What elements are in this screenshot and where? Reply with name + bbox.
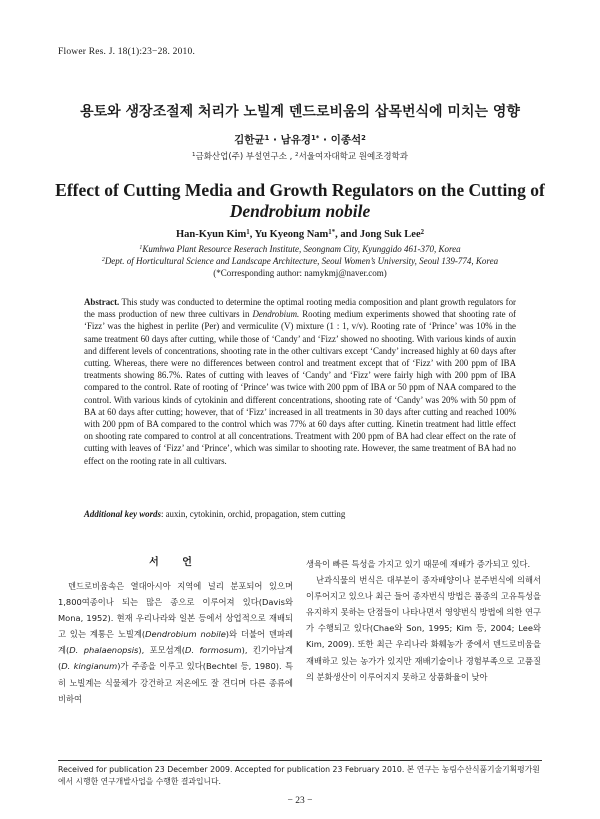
keywords [84,509,516,519]
affiliation-mark: 2 [101,257,105,264]
korean-authors [40,132,560,147]
affiliation-mark: 2 [295,152,299,159]
affiliation-line [40,243,560,255]
author-separator: · [269,134,281,146]
author-affiliation-mark: 1* [328,228,336,236]
author-name: Jong Suk Lee [359,229,421,240]
author-name: Han-Kyun Kim [175,229,247,240]
body-column-right [306,556,541,685]
affiliation-text: Dept. of Horticultural Science and Landscape Architecture, Seoul Women’s University, Seoul 139-774, Korea [104,256,499,266]
author-separator: · [319,134,331,146]
keywords-label: Additional key words [84,509,161,519]
author-affiliation-mark: 1* [311,133,320,142]
abstract [84,296,516,467]
english-title [40,180,560,222]
abstract-text: This study was conducted to determine the optimal rooting media composition and plant growth regulators for the mass production of new three cultivars in [84,297,516,320]
author-name: 김한균 [234,134,265,146]
corresponding-author: (*Corresponding author: namykmj@naver.com) [213,268,387,278]
abstract-genus: Dendrobium. [252,309,300,320]
abstract-label: Abstract. [84,297,120,307]
body-column-left [58,556,293,707]
journal-citation: Flower Res. J. 18(1):23−28. 2010. [58,47,196,57]
affiliation-text: Kumhwa Plant Resource Reserach Institute, Seongnam City, Kyunggido 461-370, Korea [142,244,461,254]
author-separator: , and [335,229,360,240]
section-heading: 서 언 [149,557,202,568]
body-text: ), 포모섬계( [138,645,185,656]
author-name: Yu Kyeong Nam [254,229,329,240]
author-affiliation-mark: 2 [361,133,366,142]
author-separator: , [249,229,255,240]
korean-title: 용토와 생장조절제 처리가 노빌계 덴드로비움의 삽목번식에 미치는 영향 [80,104,520,120]
english-title-line: Effect of Cutting Media and Growth Regulators on the Cutting of [55,180,545,200]
abstract-text: Rooting medium experiments showed that shooting rate of ‘Fizz’ was the highest in perlite (Per) and vermiculite (V) mixture (1 : 1, v/v). Rooting rate of ‘Prince’ was 10% in the same treatment 60 days after cutting, while those of ‘Candy’ and ‘Fizz’ showed no shooting. With various kinds of auxin and different levels of concentrations, shooting rate in the other cultivars except ‘Candy’ increased highly at 60 days after cutting. Whereas, there were no differences between control and treatment except that of ‘Fizz’ with 200 ppm of IBA treatments showing 86.7%. Rates of cutting with leaves of ‘Candy’ and ‘Fizz’ were fairly high with 200 ppm of IBA compared to the control. Rate of rooting of ‘Prince’ was twice with 200 ppm of IBA or 50 ppm of NAA compared to the control. With various kinds of cytokinin and different concentrations, shooting rate of ‘Candy’ was 20% with 50 ppm of BA at 60 days after cutting; however, that of ‘Fizz’ increased in all treatments in 30 days after cutting and reached 100% with 200 ppm of BA compared to the control which was 77% at 60 days after cutting. Kinetin treatment had little effect on shooting rate compared to control at all concentrations. Treatment with 200 ppm of BA had clear effect on the rate of cutting with leaves of ‘Fizz’ and ‘Prince’, which was similar to shooting rate. However, the same treatment of BA had no effect on the rooting rate in all cultivars. [84,309,516,466]
keywords-text: : auxin, cytokinin, orchid, propagation, stem cutting [160,509,346,519]
affiliation-mark: 1 [191,152,196,159]
author-affiliation-mark: 1 [246,228,250,236]
english-title-species: Dendrobium nobile [229,201,371,221]
affiliation-text: 서울여자대학교 원예조경학과 [298,152,409,162]
body-paragraph [58,578,293,707]
body-text: )와 더불어 덴파레계( [58,629,293,656]
affiliation-text: 금화산업(주) 부설연구소 , [195,152,296,162]
korean-affiliations [40,150,560,162]
species-name: D. kingianum [61,661,118,672]
publication-footnote: Received for publication 23 December 2009. Accepted for publication 23 February 2010. 본 연구는 농림수산식품기술기획평가원에서 시행한 연구개발사업을 수행한 결과입니다. [58,765,540,786]
body-text: )가 주종을 이루고 있다(Bechtel 등, 1980). 특히 노빌계는 식물체가 강건하고 저온에도 잘 견디며 다른 종류에 비하여 [58,661,293,704]
author-affiliation-mark: 2 [420,228,425,236]
english-authors [40,229,560,240]
footnote-divider [58,760,542,761]
page-number: − 23 − [287,796,313,806]
author-affiliation-mark: 1 [264,133,270,142]
body-text: 덴드로비움속은 열대아시아 지역에 널리 분포되어 있으며 1,800여종이나 되는 많은 종으로 이루어져 있다(Davis와 Mona, 1952). 현재 우리나라와 일본 등에서 상업적으로 재배되고 있는 계통은 노빌계( [58,581,293,640]
affiliation-mark: 1 [139,245,143,252]
species-name: D. phalaenopsis [69,645,139,656]
species-name: Dendrobium nobile [145,629,226,640]
english-affiliations [40,243,560,279]
affiliation-line [40,255,560,267]
author-name: 남유경 [280,134,312,146]
body-paragraph: 생육이 빠른 특성을 가지고 있기 때문에 재배가 증가되고 있다. [306,559,531,569]
author-name: 이종석 [330,134,362,146]
species-name: D. formosum [184,645,242,656]
body-text: ), 킨기아남계( [58,645,293,672]
body-paragraph: 난과식물의 번식은 대부분이 종자배양이나 분주번식에 의해서 이루어지고 있으나 최근 들어 종자번식 방법은 품종의 고유특성을 유지하지 못하는 단점들이 나타나면서 영양번식 방법에 의한 연구가 수행되고 있다(Chae와 Son, 1995; Kim 등, 2004; Lee와 Kim, 2009). 또한 최근 우리나라 화훼농가 중에서 덴드로비움을 재배하고 있는 농가가 있지만 재배기술이나 경험부족으로 고품질의 분화생산이 이루어지지 못하고 상품화율이 낮아 [306,575,541,682]
